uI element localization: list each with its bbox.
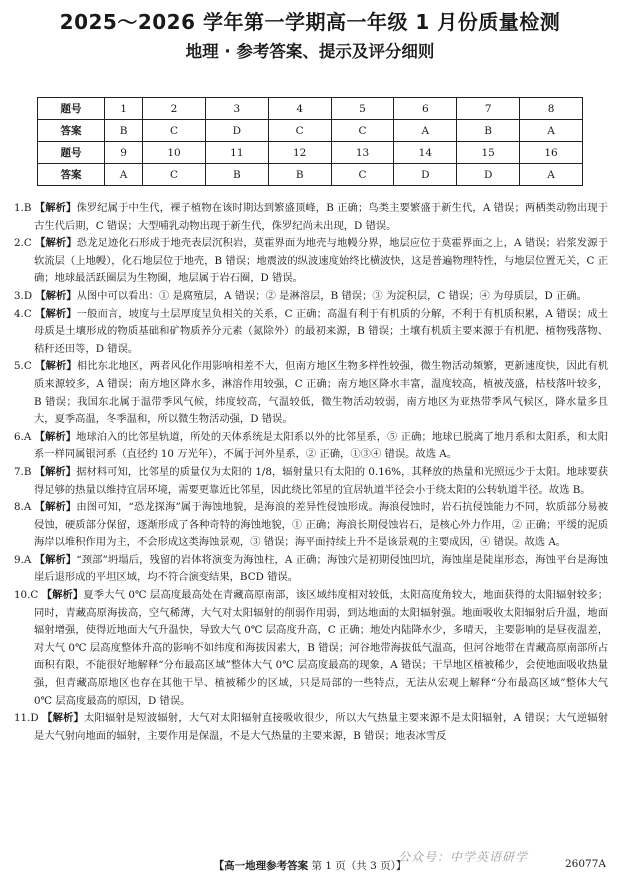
item-text: 据材料可知，比邻星的质量仅为太阳的 1/8，辐射量只有太阳的 0.16%，其释放的热量和光照远少于太阳。地球要获得足够的热量以维持宜居环境，需要更靠近比邻星，因此绕比邻星的宜居轨道半径会小于绕太阳的公转轨道半径。故选 B。	[34, 465, 609, 496]
answer-cell: C	[268, 120, 331, 142]
table-row	[38, 98, 583, 120]
analysis-label: 【解析】	[35, 237, 77, 250]
answer-table	[37, 97, 583, 186]
answer-cell: B	[105, 120, 143, 142]
item-number: 4.C	[14, 307, 32, 320]
explanation-item	[14, 306, 608, 359]
answer-cell: D	[205, 120, 268, 142]
explanation-item	[14, 464, 608, 499]
explanation-item	[14, 235, 608, 288]
question-number: 1	[105, 98, 143, 120]
question-number: 5	[331, 98, 394, 120]
question-number: 2	[143, 98, 206, 120]
item-number: 11.D	[14, 712, 39, 725]
item-text: 太阳辐射是短波辐射，大气对太阳辐射直接吸收很少，所以大气热量主要来源不是太阳辐射，A 错误；大气逆辐射是大气射向地面的辐射，主要作用是保温，不是大气热量的主要来源，B 错误；地表冰雪反	[34, 712, 608, 742]
row-header-number: 题号	[38, 142, 105, 164]
item-number: 9.A	[14, 553, 32, 566]
question-number: 16	[520, 142, 583, 164]
item-text: 夏季大气 0℃ 层高度最高处在青藏高原南部，该区域纬度相对较低，太阳高度角较大，地面获得的太阳辐射较多；同时，青藏高原海拔高，空气稀薄，大气对太阳辐射的削弱作用弱，到达地面的太阳辐射强。地面吸收太阳辐射后升温，地面辐射增强，使得近地面大气升温快，导致大气 0℃ 层高度升高，C 正确；地处内陆降水少，多晴天，主要影响的是昼夜温差，对大气 0℃ 层高度整体升高的影响不如纬度和海拔因素大，B 错误；河谷地带海拔低气温高，但河谷地带在青藏高原南部所占面积有限，不能很好地解释“分布最高区域”整体大气 0℃ 层高度最高的现象，A 错误；干旱地区植被稀少，会使地面吸收热量强，但青藏高原地区也存在其他干旱、植被稀少的区域，只是局部的一些特点，无法从宏观上解释“分布最高区域”整体大气 0℃ 层高度最高的原因，D 错误。	[34, 589, 608, 707]
answer-cell: D	[457, 164, 520, 186]
row-header-answer: 答案	[38, 120, 105, 142]
watermark-text: 公众号：中学英语研学	[398, 850, 529, 864]
explanation-item	[14, 288, 608, 306]
analysis-label: 【解析】	[34, 465, 77, 478]
row-header-number: 题号	[38, 98, 105, 120]
item-number: 3.D	[14, 289, 33, 302]
item-text: “颈部”坍塌后，残留的岩体将演变为海蚀柱，A 正确；海蚀穴是初期侵蚀凹坑，海蚀崖是陡崖形态，海蚀平台是海蚀崖后退形成的平坦区域，均不符合演变结果，BCD 错误。	[34, 553, 608, 584]
question-number: 6	[394, 98, 457, 120]
answer-cell: A	[394, 120, 457, 142]
item-number: 5.C	[14, 360, 32, 373]
question-number: 9	[105, 142, 143, 164]
explanation-item	[14, 200, 608, 235]
item-number: 7.B	[14, 465, 32, 478]
explanation-item	[14, 552, 608, 587]
analysis-label: 【解析】	[41, 589, 84, 602]
footer-label: 【高一地理参考答案	[213, 860, 309, 872]
table-row	[38, 164, 583, 186]
analysis-label: 【解析】	[34, 501, 77, 514]
answer-cell: D	[394, 164, 457, 186]
explanation-item	[14, 499, 608, 552]
explanation-item	[14, 358, 608, 428]
explanations	[14, 200, 608, 745]
page-subtitle: 地理 · 参考答案、提示及评分细则	[185, 42, 435, 61]
explanation-item	[14, 587, 608, 710]
item-number: 1.B	[14, 202, 32, 214]
question-number: 13	[331, 142, 394, 164]
item-number: 10.C	[14, 589, 39, 602]
item-text: 恐龙足迹化石形成于地壳表层沉积岩，莫霍界面为地壳与地幔分界，地层应位于莫霍界面之上，A 错误；岩浆发源于软流层（上地幔），化石地层位于地壳，B 错误；地震波的纵波速度始终比横波快，这是普遍物理特性，与地层位置无关，C 正确；地球最活跃圈层为生物圈，地层属于岩石圈，D 错误。	[34, 237, 608, 285]
analysis-label: 【解析】	[34, 430, 77, 443]
page-footer	[0, 858, 620, 873]
question-number: 8	[520, 98, 583, 120]
analysis-label: 【解析】	[42, 712, 84, 725]
answer-cell: A	[105, 164, 143, 186]
question-number: 4	[268, 98, 331, 120]
document-code: 26077A	[565, 858, 606, 870]
answer-cell: B	[268, 164, 331, 186]
analysis-label: 【解析】	[35, 360, 77, 373]
row-header-answer: 答案	[38, 164, 105, 186]
question-number: 10	[143, 142, 206, 164]
answer-cell: C	[331, 120, 394, 142]
table-row	[38, 142, 583, 164]
item-text: 从图中可以看出：① 是腐殖层，A 错误；② 是淋溶层，B 错误；③ 为淀积层，C 错误；④ 为母质层，D 正确。	[76, 289, 587, 302]
page-title: 2025～2026 学年第一学期高一年级 1 月份质量检测	[59, 10, 561, 34]
item-text: 地球泊入的比邻星轨道，所处的天体系统是太阳系以外的比邻星系，⑤ 正确；地球已脱离了地月系和太阳系，和太阳系一样同属银河系（直径约 10 万光年），不属于河外星系，② 正确，①③④ 错误。故选 A。	[34, 430, 608, 461]
analysis-label: 【解析】	[35, 307, 77, 320]
item-number: 8.A	[14, 501, 32, 514]
answer-cell: A	[520, 120, 583, 142]
question-number: 7	[457, 98, 520, 120]
question-number: 14	[394, 142, 457, 164]
analysis-label: 【解析】	[35, 289, 77, 302]
question-number: 12	[268, 142, 331, 164]
table-row	[38, 120, 583, 142]
answer-cell: C	[331, 164, 394, 186]
item-text: 侏罗纪属于中生代，裸子植物在该时期达到繁盛顶峰，B 正确；鸟类主要繁盛于新生代，A 错误；两栖类动物出现于古生代后期，C 错误；大型哺乳动物出现于新生代，侏罗纪尚未出现，D 错误。	[34, 202, 609, 232]
item-text: 由图可知，“恐龙探海”属于海蚀地貌，是海浪的差异性侵蚀形成。海浪侵蚀时，岩石抗侵蚀能力不同，软质部分易被侵蚀，硬质部分保留，逐渐形成了各种奇特的海蚀地貌，① 正确；海浪长期侵蚀岩石，是核心外力作用，② 正确；平缓的泥质海岸以堆积作用为主，不会形成这类海蚀景观，③ 错误；海平面持续上升不是该景观的主要成因，④ 错误。故选 A。	[34, 501, 609, 549]
answer-cell: C	[143, 120, 206, 142]
item-text: 一般而言，坡度与土层厚度呈负相关的关系，C 正确；高温有利于有机质的分解，不利于有机质积累，A 错误；成土母质是土壤形成的物质基础和矿物质养分元素（氮除外）的最初来源，B 错误；土壤有机质主要来源于有机肥、植物残落物、秸秆还田等，D 错误。	[34, 307, 609, 355]
question-number: 11	[205, 142, 268, 164]
answer-cell: B	[205, 164, 268, 186]
explanation-item	[14, 710, 608, 745]
explanation-item	[14, 429, 608, 464]
answer-cell: C	[143, 164, 206, 186]
item-text: 相比东北地区，两者风化作用影响相差不大，但南方地区生物多样性较强，微生物活动频繁，更新速度快，因此有机质来源较多，A 错误；南方地区降水多，淋溶作用较强，C 正确；南方地区降水丰富，温度较高，植被茂盛，枯枝落叶较多，B 错误；我国东北属于温带季风气候，纬度较高，气温较低，微生物活动较弱，南方地区为亚热带季风气候区，降水量多且大，夏季高温，冬季温和，所以微生物活动强，D 错误。	[34, 360, 609, 426]
question-number: 15	[457, 142, 520, 164]
item-number: 6.A	[14, 430, 32, 443]
analysis-label: 【解析】	[34, 553, 77, 566]
question-number: 3	[205, 98, 268, 120]
answer-cell: A	[520, 164, 583, 186]
page-number: 第 1 页（共 3 页）】	[311, 860, 407, 872]
item-number: 2.C	[14, 237, 32, 250]
analysis-label: 【解析】	[34, 202, 77, 214]
answer-cell: B	[457, 120, 520, 142]
